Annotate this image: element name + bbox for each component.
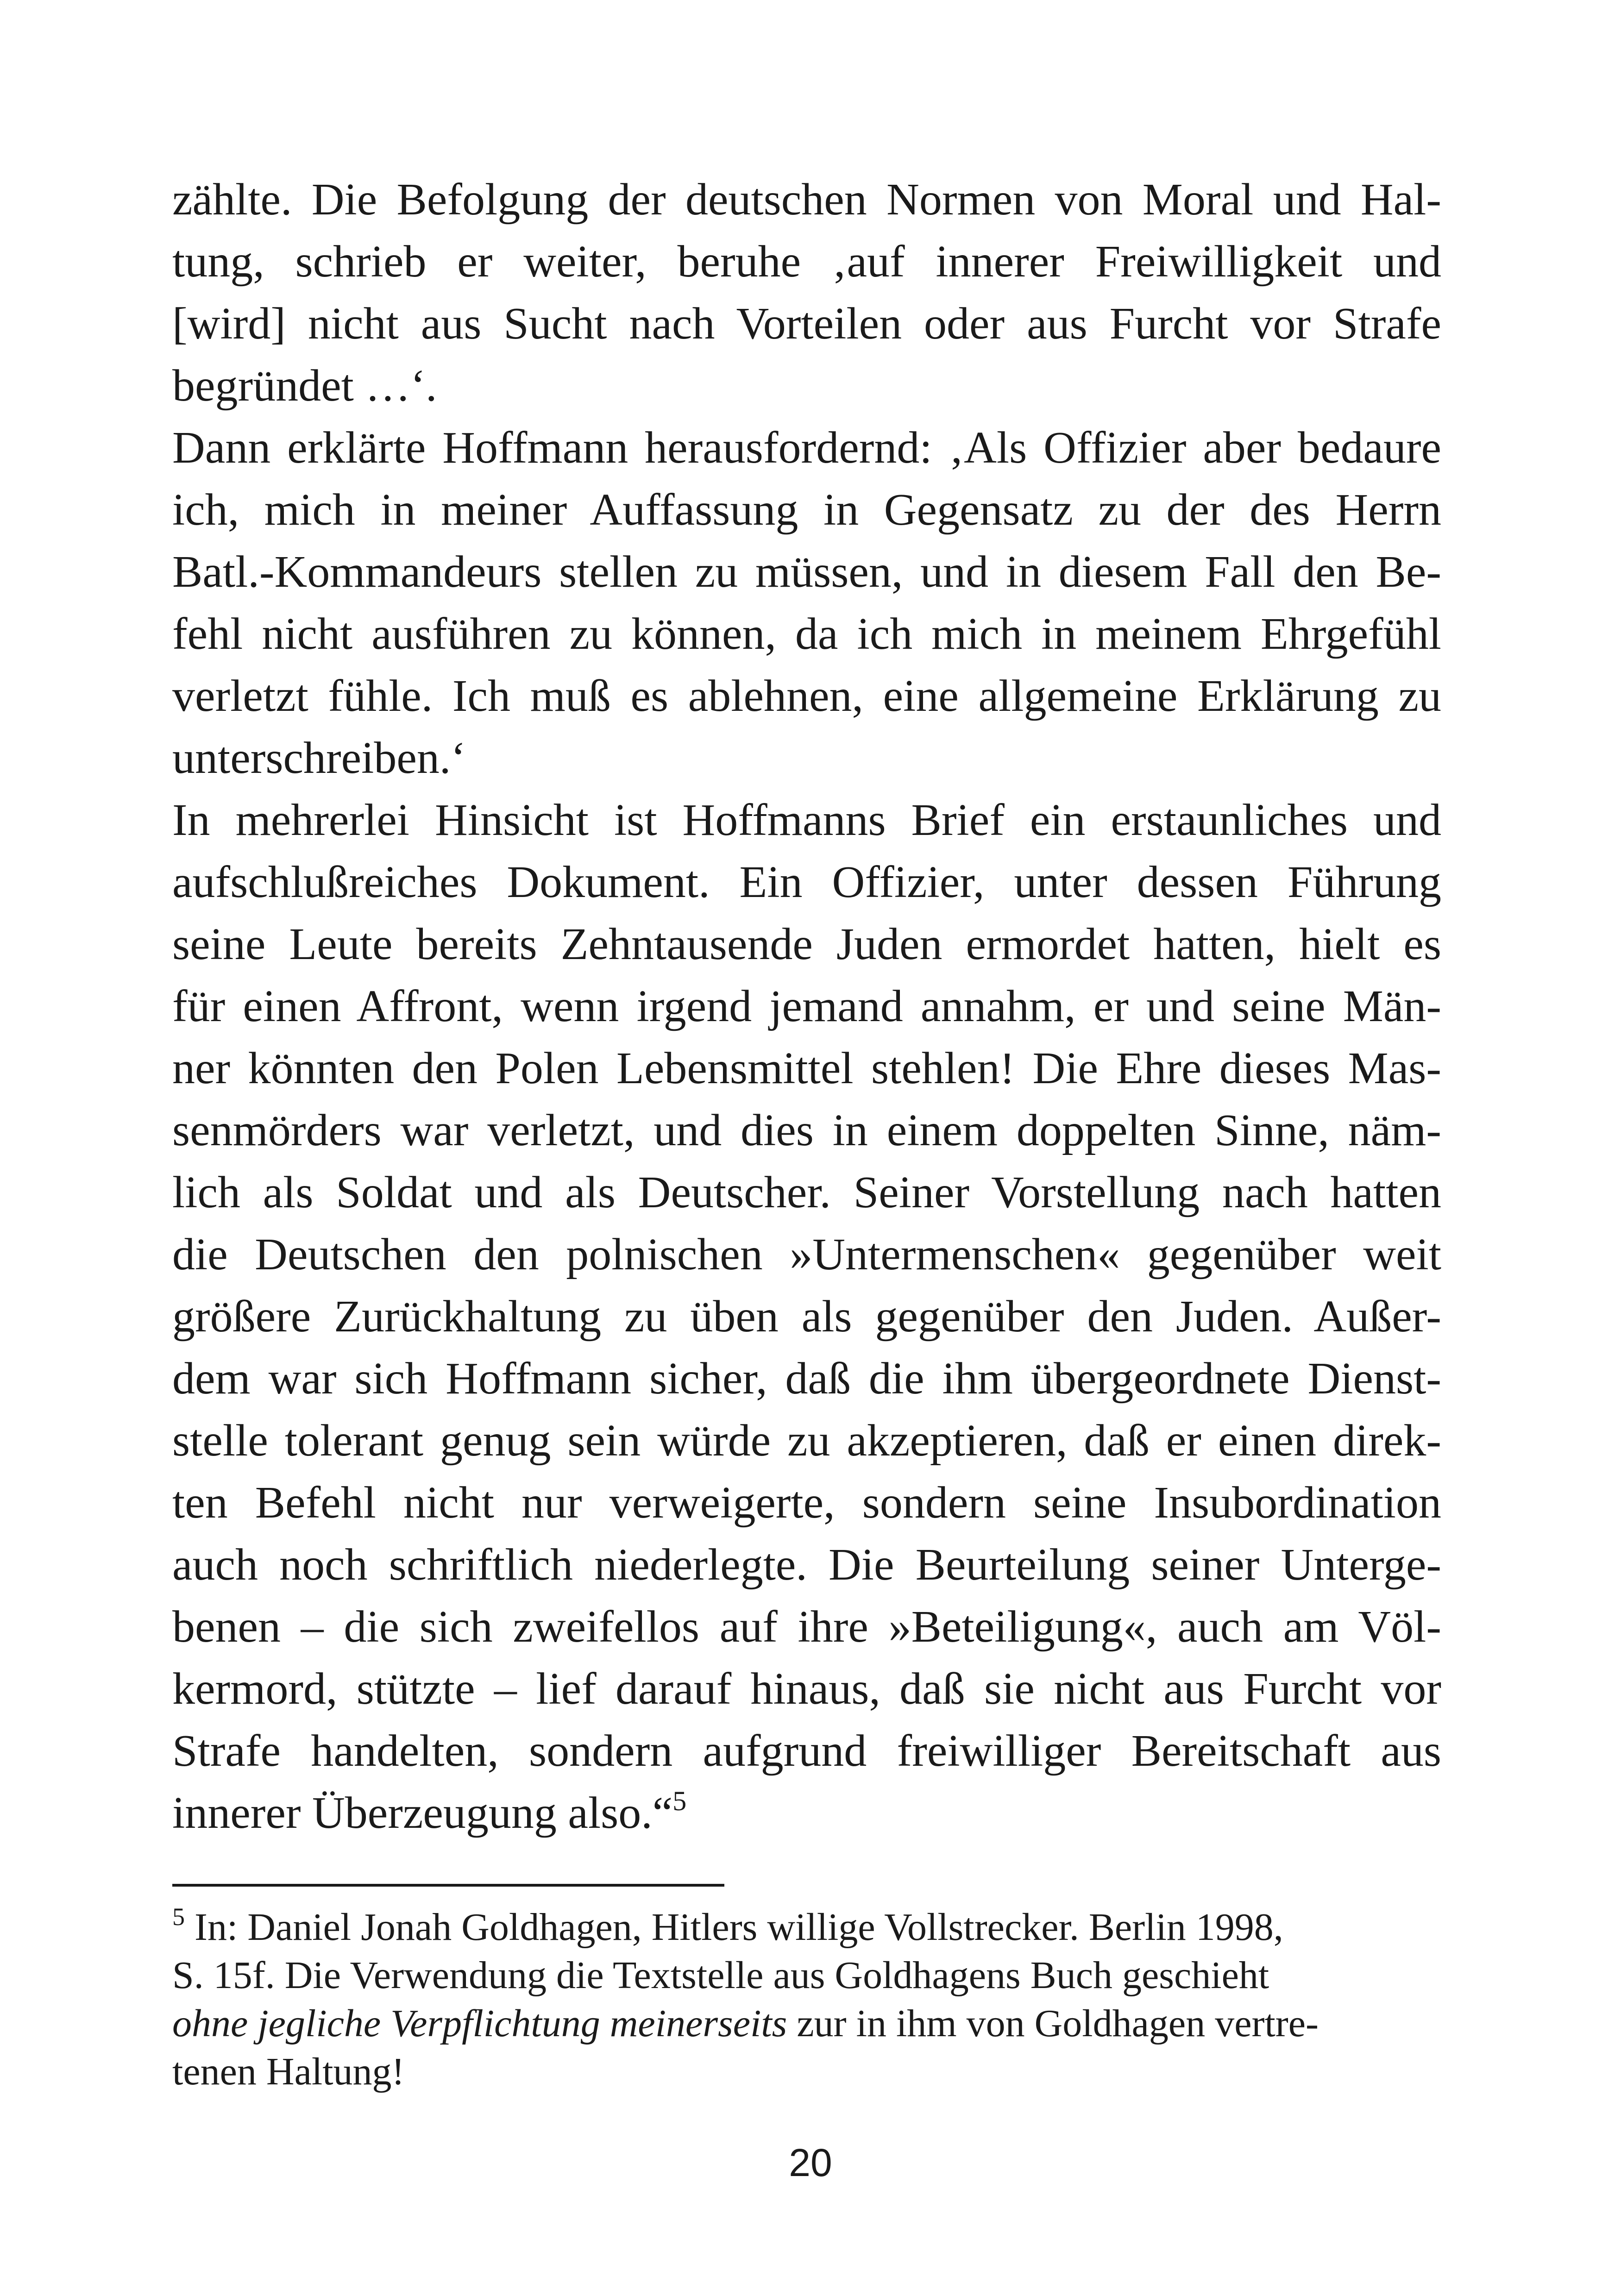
text-line: ten Befehl nicht nur verweigerte, sondern seine Insubordination [172,1478,1441,1528]
text-line: auch noch schriftlich niederlegte. Die Beurteilung seiner Untergе- [172,1540,1441,1590]
footnote-text: In: Daniel Jonah Goldhagen, Hitlers willige Vollstrecker. Berlin 1998, [185,1906,1283,1949]
text-line: aufschlußreiches Dokument. Ein Offizier, unter dessen Führung [172,857,1441,907]
text-line: senmörders war verletzt, und dies in einem doppelten Sinne, näm- [172,1105,1441,1155]
footnote-line: S. 15f. Die Verwendung die Textstelle aus Goldhagens Buch geschieht [172,1954,1269,1997]
paragraph-1 [172,169,1441,417]
text-line: verletzt fühle. Ich muß es ablehnen, eine allgemeine Erklärung zu [172,671,1441,721]
text-line: begründet …‘. [172,361,437,411]
text-line: ich, mich in meiner Auffassung in Gegensatz zu der des Herrn [172,485,1441,535]
footnote [172,1903,1441,2096]
text-line: die Deutschen den polnischen »Untermenschen« gegenüber weit [172,1230,1441,1280]
text-line: dem war sich Hoffmann sicher, daß die ihm übergeordnete Dienst- [172,1354,1441,1404]
text-line: Batl.-Kommandeurs stellen zu müssen, und in diesem Fall den Be- [172,547,1441,597]
text-line: benen – die sich zweifellos auf ihre »Beteiligung«, auch am Völ- [172,1602,1441,1652]
paragraph-2 [172,417,1441,789]
text-line: unterschreiben.‘ [172,733,466,783]
footnote-text: zur in ihm von Goldhagen vertre- [787,2002,1319,2045]
text-line: [wird] nicht aus Sucht nach Vorteilen oder aus Furcht vor Strafe [172,299,1441,349]
text-line: fehl nicht ausführen zu können, da ich mich in meinem Ehrgefühl [172,609,1441,659]
text-line: In mehrerlei Hinsicht ist Hoffmanns Brief ein erstaunliches und [172,795,1441,845]
footnote-reference[interactable]: 5 [672,1786,687,1816]
text-line: stelle tolerant genug sein würde zu akzeptieren, daß er einen direk- [172,1416,1441,1466]
text-line: Dann erklärte Hoffmann herausfordernd: ‚Als Offizier aber bedaure [172,423,1441,473]
page-number: 20 [789,2141,832,2184]
text-line-last [172,1782,1441,1844]
paragraph-3 [172,789,1441,1844]
text-line: Strafe handelten, sondern aufgrund freiwilliger Bereitschaft aus [172,1726,1441,1776]
footnote-line [172,2000,1441,2048]
text-line: größere Zurückhaltung zu üben als gegenüber den Juden. Außer- [172,1292,1441,1342]
footnote-separator [172,1884,724,1887]
footnote-line: tenen Haltung! [172,2050,405,2093]
footnote-emphasis: ohne jegliche Verpflichtung meinerseits [172,2002,787,2045]
last-line-text: innerer Überzeugung also.“ [172,1788,673,1838]
main-text [172,169,1441,1844]
text-line: lich als Soldat und als Deutscher. Seiner Vorstellung nach hatten [172,1167,1441,1217]
text-line: tung, schrieb er weiter, beruhe ‚auf innerer Freiwilligkeit und [172,237,1441,287]
text-line: kermord, stützte – lief darauf hinaus, daß sie nicht aus Furcht vor [172,1664,1441,1714]
footnote-number: 5 [172,1903,185,1931]
text-line: für einen Affront, wenn irgend jemand annahm, er und seine Män- [172,981,1441,1031]
text-line: zählte. Die Befolgung der deutschen Normen von Moral und Hal- [172,175,1441,225]
footnote-line [172,1903,1441,1951]
text-line: seine Leute bereits Zehntausende Juden ermordet hatten, hielt es [172,919,1441,969]
text-line: ner könnten den Polen Lebensmittel stehlen! Die Ehre dieses Mas- [172,1043,1441,1093]
